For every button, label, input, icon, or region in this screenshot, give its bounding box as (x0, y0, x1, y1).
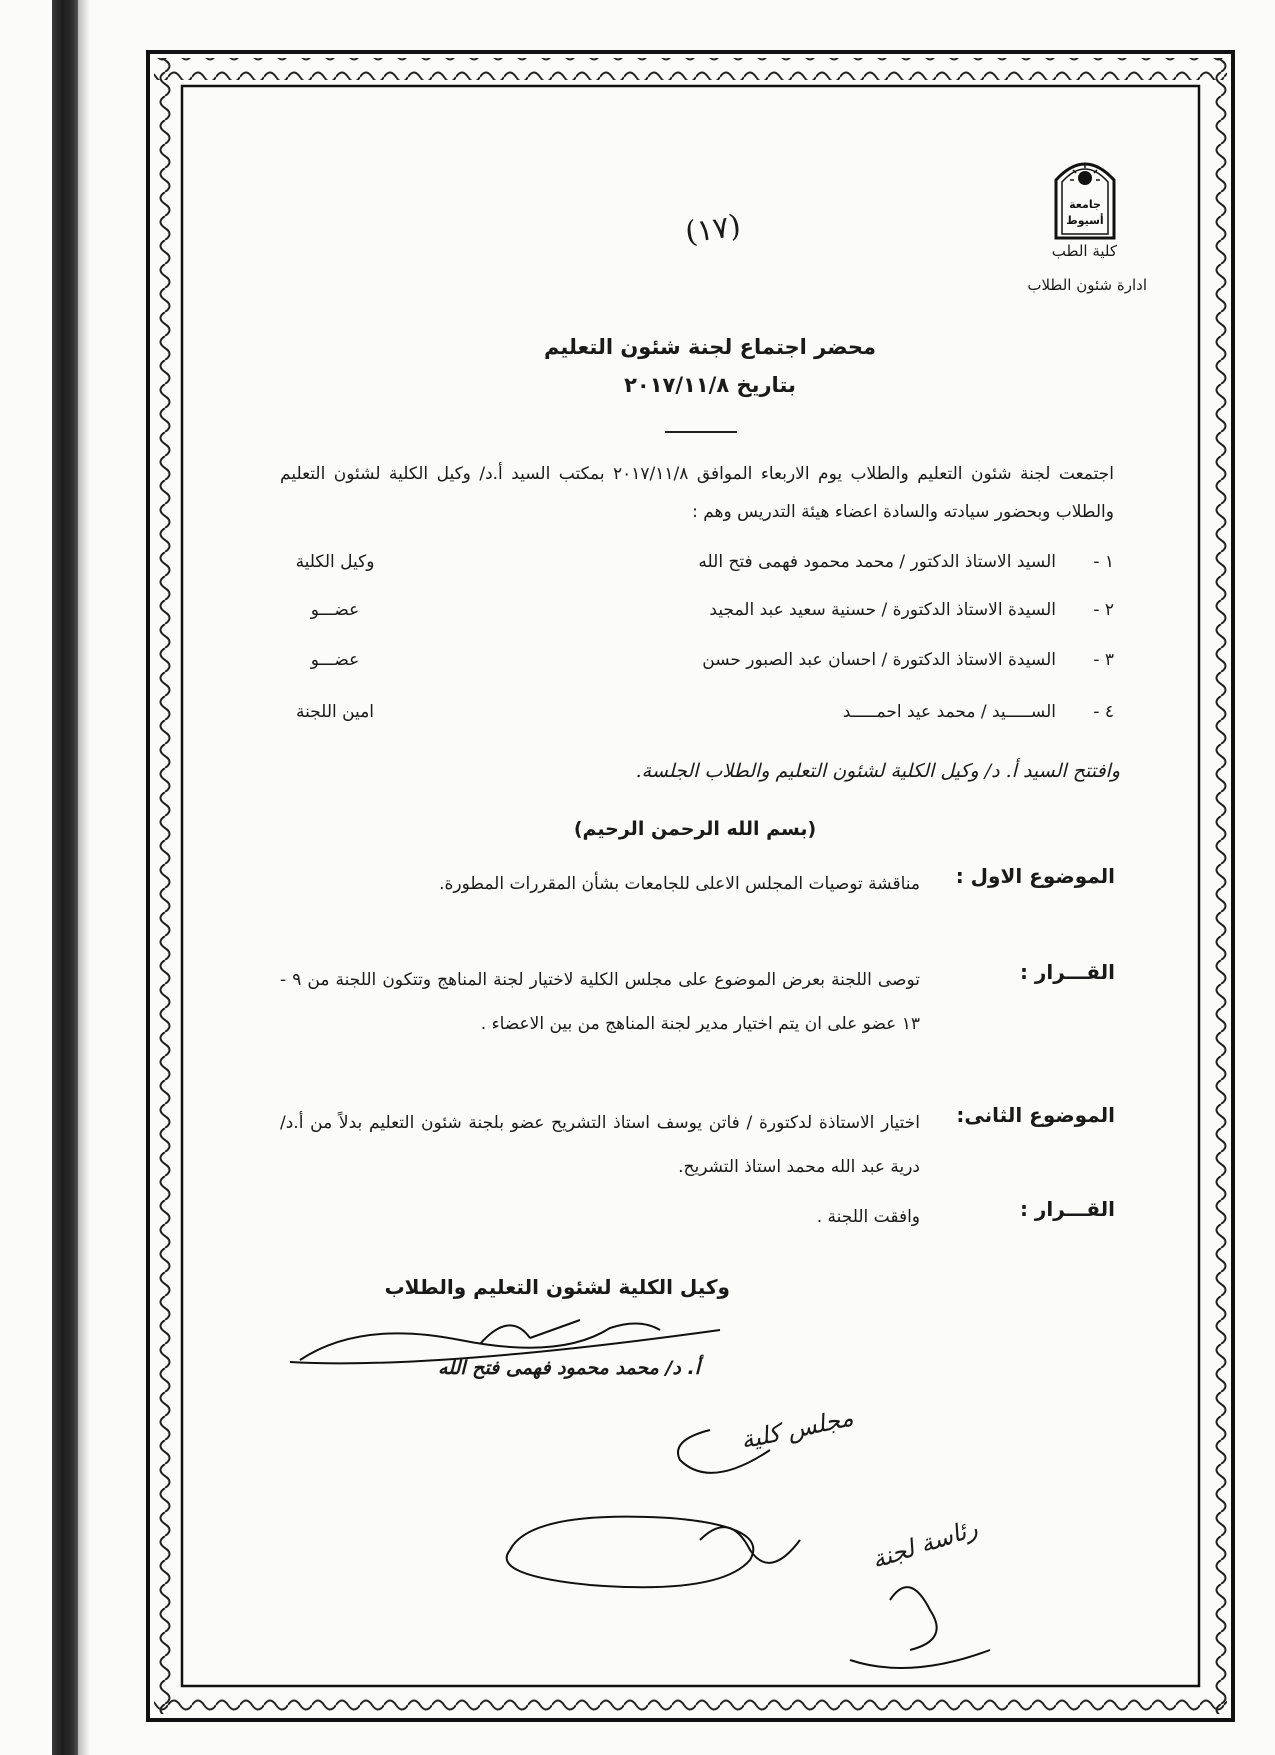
signatory-name: أ. د/ محمد محمود فهمى فتح الله (438, 1357, 700, 1379)
agenda-label-topic-1: الموضوع الاول : (955, 864, 1115, 888)
member-row (280, 697, 1114, 727)
department-name: ادارة شئون الطلاب (1027, 276, 1147, 294)
member-role: عضـــو (310, 650, 360, 670)
agenda-text-decision-2: وافقت اللجنة . (816, 1207, 920, 1227)
member-name: الســـــيد / محمد عيد احمـــــد (842, 702, 1056, 722)
document-title: محضر اجتماع لجنة شئون التعليم (543, 335, 877, 359)
member-role: عضـــو (310, 600, 360, 620)
agenda-text-topic-2: اختيار الاستاذة لدكتورة / فاتن يوسف استاذ التشريح عضو بلجنة شئون التعليم بدلاً من أ.د/ درية عبد الله محمد استاذ التشريح. (280, 1113, 920, 1177)
svg-text:جامعة: جامعة (1069, 198, 1101, 211)
member-row (280, 595, 1114, 625)
agenda-label-decision-2: القـــرار : (1019, 1197, 1115, 1221)
member-row (280, 645, 1114, 675)
agenda-label-decision-1: القـــرار : (1019, 960, 1115, 984)
university-seal-logo (1050, 150, 1120, 240)
agenda-label-topic-2: الموضوع الثانى: (956, 1103, 1115, 1127)
handwritten-note-committee: رئاسة لجنة (868, 1513, 981, 1575)
member-number: ٣ - (1093, 650, 1114, 670)
member-name: السيدة الاستاذ الدكتورة / احسان عبد الصبور حسن (702, 650, 1056, 670)
handwritten-note-council: مجلس كلية (738, 1403, 856, 1455)
member-number: ١ - (1093, 552, 1114, 572)
member-role: وكيل الكلية (295, 552, 375, 572)
faculty-name: كلية الطب (1051, 242, 1117, 260)
svg-text:أسيوط: أسيوط (1066, 214, 1104, 227)
handwritten-page-number: (١٧) (682, 208, 743, 251)
member-name: السيد الاستاذ الدكتور / محمد محمود فهمى فتح الله (698, 552, 1056, 572)
document-date: بتاريخ ٢٠١٧/١١/٨ (624, 373, 796, 397)
agenda-text-topic-1: مناقشة توصيات المجلس الاعلى للجامعات بشأن المقررات المطورة. (439, 874, 920, 894)
member-name: السيدة الاستاذ الدكتورة / حسنية سعيد عبد المجيد (709, 600, 1056, 620)
member-role: امين اللجنة (295, 702, 375, 722)
basmala: (بسم الله الرحمن الرحيم) (573, 818, 817, 840)
intro-paragraph: اجتمعت لجنة شئون التعليم والطلاب يوم الاربعاء الموافق ٢٠١٧/١١/٨ بمكتب السيد أ.د/ وكيل الكلية لشئون التعليم والطلاب وبحضور سيادته والسادة اعضاء هيئة التدريس وهم : (280, 464, 1114, 522)
title-underline (665, 431, 737, 433)
handwritten-annotation-scribble (470, 1410, 1030, 1710)
agenda-text-decision-1: توصى اللجنة بعرض الموضوع على مجلس الكلية لاختيار لجنة المناهج وتتكون اللجنة من ٩ - ١٣ عضو على ان يتم اختيار مدير لجنة المناهج من بين الاعضاء . (280, 970, 920, 1034)
member-row (280, 547, 1114, 577)
session-opening-line: وافتتح السيد أ. د/ وكيل الكلية لشئون التعليم والطلاب الجلسة. (635, 760, 1120, 782)
signatory-title: وكيل الكلية لشئون التعليم والطلاب (384, 1275, 730, 1299)
member-number: ٢ - (1093, 600, 1114, 620)
member-number: ٤ - (1093, 702, 1114, 722)
